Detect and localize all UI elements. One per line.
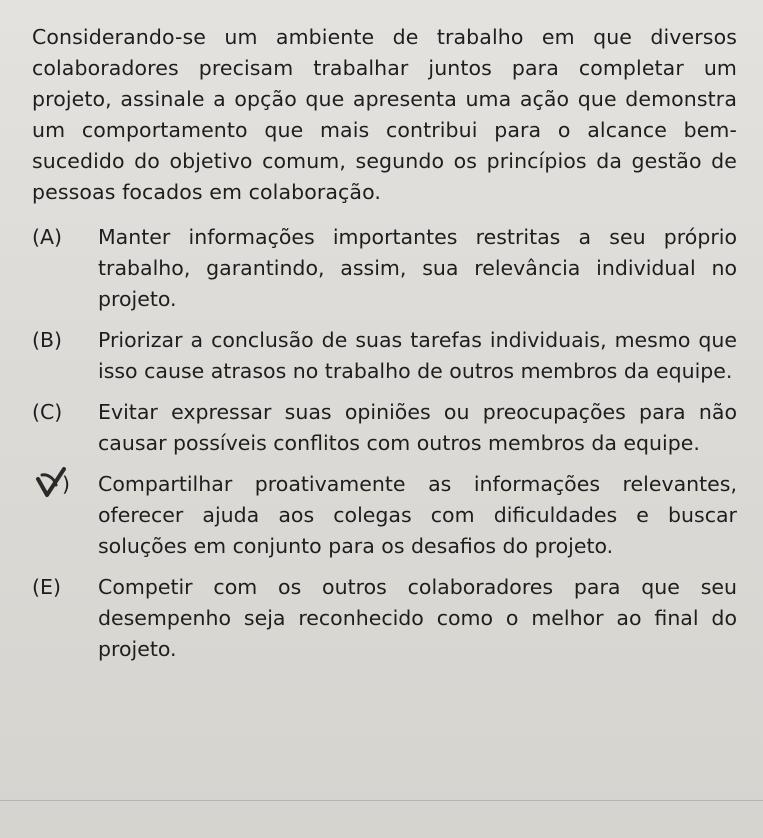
option-a-text: Manter informações importantes restritas a seu próprio trabalho, garantindo, assim, sua relevância individual no projeto. (98, 225, 737, 311)
option-a[interactable] (32, 222, 737, 315)
option-d[interactable] (32, 469, 737, 562)
option-e[interactable] (32, 572, 737, 665)
answer-options (32, 222, 737, 665)
option-c-letter: (C) (32, 400, 63, 424)
option-d-text: Compartilhar proativamente as informações relevantes, oferecer ajuda aos colegas com dificuldades e buscar soluções em conjunto para os desafios do projeto. (98, 472, 737, 558)
page-divider (0, 800, 763, 801)
option-b-letter: (B) (32, 328, 63, 352)
option-d-letter: ) (62, 472, 70, 496)
option-e-letter: (E) (32, 575, 61, 599)
option-b-text: Priorizar a conclusão de suas tarefas individuais, mesmo que isso cause atrasos no trabalho de outros membros da equipe. (98, 328, 737, 383)
option-b[interactable] (32, 325, 737, 387)
option-c-text: Evitar expressar suas opiniões ou preocupações para não causar possíveis conflitos com outros membros da equipe. (98, 400, 737, 455)
question-text: Considerando-se um ambiente de trabalho em que diversos colaboradores precisam trabalhar juntos para completar um projeto, assinale a opção que apresenta uma ação que demonstra um comportamento que mais contribui para o alcance bem-sucedido do objetivo comum, segundo os princípios da gestão de pessoas focados em colaboração. (32, 25, 737, 204)
option-c[interactable] (32, 397, 737, 459)
option-a-letter: (A) (32, 225, 63, 249)
option-e-text: Competir com os outros colaboradores para que seu desempenho seja reconhecido como o melhor ao final do projeto. (98, 575, 737, 661)
